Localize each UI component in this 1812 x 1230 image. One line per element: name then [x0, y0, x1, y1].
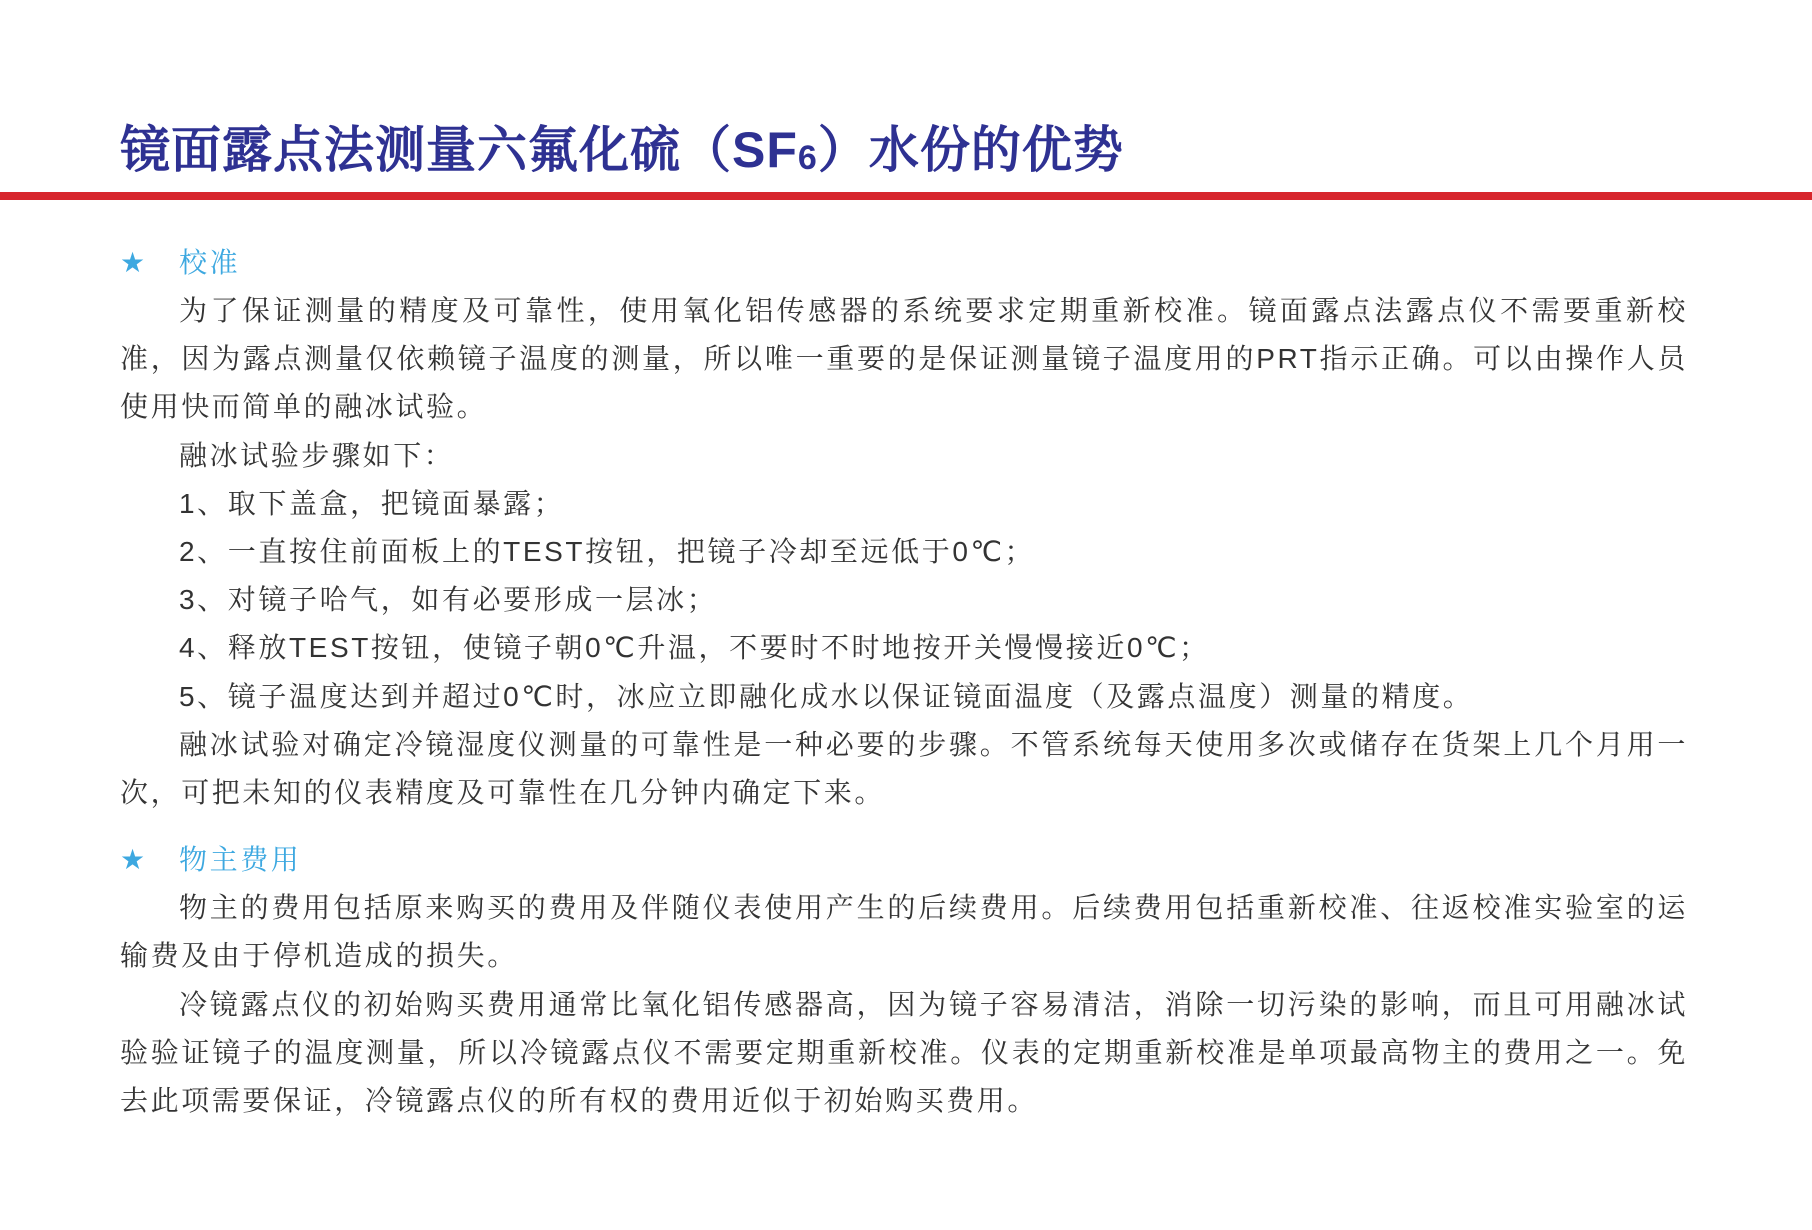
paragraph: 融冰试验对确定冷镜湿度仪测量的可靠性是一种必要的步骤。不管系统每天使用多次或储存在货架上几个月用一次，可把未知的仪表精度及可靠性在几分钟内确定下来。 [120, 728, 1688, 809]
page-title-tail: ）水份的优势 [817, 122, 1124, 178]
title-divider [0, 192, 1812, 200]
star-icon: ★ [120, 247, 146, 278]
section-heading [120, 836, 1688, 884]
section-heading-label: 校准 [179, 247, 241, 278]
page-title [120, 120, 1124, 188]
section-ownership-cost [120, 836, 1688, 1125]
list-item: 1、取下盖盒，把镜面暴露； [179, 487, 565, 519]
list-item: 4、释放TEST按钮，使镜子朝0℃升温，不要时不时地按开关慢慢接近0℃； [179, 632, 1210, 664]
section-calibration [120, 239, 1688, 817]
list-item: 2、一直按住前面板上的TEST按钮，把镜子冷却至远低于0℃； [179, 536, 1036, 568]
page-title-main: 镜面露点法测量六氟化硫（SF [120, 122, 798, 178]
star-icon: ★ [120, 844, 146, 876]
paragraph: 物主的费用包括原来购买的费用及伴随仪表使用产生的后续费用。后续费用包括重新校准、往返校准实验室的运输费及由于停机造成的损失。 [120, 892, 1688, 972]
section-heading-label: 物主费用 [179, 844, 302, 876]
paragraph: 冷镜露点仪的初始购买费用通常比氧化铝传感器高，因为镜子容易清洁，消除一切污染的影响，而且可用融冰试验验证镜子的温度测量，所以冷镜露点仪不需要定期重新校准。仪表的定期重新校准是单项最高物主的费用之一。免去此项需要保证，冷镜露点仪的所有权的费用近似于初始购买费用。 [120, 988, 1688, 1117]
paragraph: 融冰试验步骤如下： [179, 439, 455, 471]
page-title-subscript: 6 [797, 139, 818, 177]
list-item: 5、镜子温度达到并超过0℃时，冰应立即融化成水以保证镜面温度（及露点温度）测量的精度。 [179, 680, 1474, 712]
section-heading [120, 239, 1688, 287]
page-body [120, 239, 1688, 1125]
paragraph: 为了保证测量的精度及可靠性，使用氧化铝传感器的系统要求定期重新校准。镜面露点法露点仪不需要重新校准，因为露点测量仅依赖镜子温度的测量，所以唯一重要的是保证测量镜子温度用的PRT指示正确。可以由操作人员使用快而简单的融冰试验。 [120, 295, 1688, 423]
list-item: 3、对镜子哈气，如有必要形成一层冰； [179, 584, 718, 616]
